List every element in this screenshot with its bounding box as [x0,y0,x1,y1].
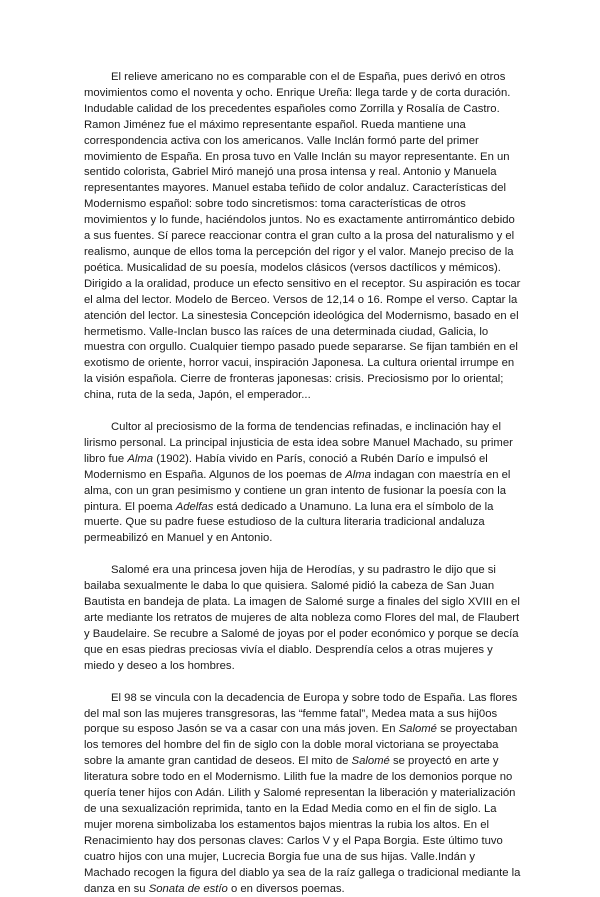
paragraph-text: Cultor al preciosismo de la forma de tendencias refinadas, e inclinación hay el lirismo personal. La principal injusticia de esta idea sobre Manuel Machado, su primer libro fue [84,421,513,465]
document-body [84,70,524,897]
paragraph-salome [84,563,524,674]
paragraph-decadencia [84,691,524,897]
paragraph-text: El relieve americano no es comparable con el de España, pues derivó en otros movimientos como el noventa y ocho. Enrique Ureña: llega tarde y de corta duración. Indudable calidad de los precedentes españoles como Zorrilla y Rosalía de Castro. Ramon Jiménez fue el máximo representante español. Rueda mantiene una correspondencia activa con los americanos. Valle Inclán formó parte del primer movimiento de España. En prosa tuvo en Valle Inclán su mayor representante. En un sentido colorista, Gabriel Miró manejó una prosa intensa y real. Antonio y Manuela representantes mayores. Manuel estaba teñido de color andaluz. Características del Modernismo español: sobre todo sincretismos: toma características de otros movimientos y lo funde, haciéndolos juntos. No es exactamente antirromántico debido a sus fuentes. Sí parece reaccionar contra el gran culto a la prosa del naturalismo y el realismo, aunque de ellos toma la percepción del rigor y el valor. Manejo preciso de la poética. Musicalidad de su poesía, modelos clásicos (versos dactílicos y mémicos). Dirigido a la oralidad, produce un efecto sensitivo en el receptor. Su aspiración es tocar el alma del lector. Modelo de Berceo. Versos de 12,14 o 16. Rompe el verso. Captar la atención del lector. La sinestesia Concepción ideológica del Modernismo, basado en el hermetismo. Valle-Inclan busco las raíces de una determinada ciudad, Galicia, lo muestra con orgullo. Cualquier tiempo pasado puede separarse. Se fijan también en el exotismo de oriente, horror vacui, inspiración Japonesa. La cultura oriental irrumpe en la visión española. Cierre de fronteras japonesas: crisis. Preciosismo por lo oriental; china, ruta de la seda, Japón, el emperador... [84,71,521,402]
book-title-alma: Alma [127,452,154,465]
paragraph-manuel-machado [84,420,524,547]
poem-title-adelfas: Adelfas [175,500,214,513]
work-title-salome: Salomé [398,723,437,736]
paragraph-text: o en diversos poemas. [227,882,345,895]
book-title-alma: Alma [345,468,371,481]
paragraph-text: está dedicado a Unamuno. La luna era el símbolo de la muerte. Que su padre fuese estudioso de la cultura literaria tradicional andaluza permeabilizó en Manuel y en Antonio. [84,500,494,545]
paragraph-text: Salomé era una princesa joven hija de Herodías, y su padrastro le dijo que si bailaba sexualmente le daba lo que quisiera. Salomé pidió la cabeza de San Juan Bautista en bandeja de plata. La imagen de Salomé surge a finales del siglo XVIII en el arte mediante los retratos de mujeres de alta nobleza como Flores del mal, de Flaubert y Baudelaire. Se recubre a Salomé de joyas por el poder económico y porque se decía que en esas piedras preciosas vivía el diablo. Desprendía celos a otras mujeres y miedo y deseo a los hombres. [84,564,520,672]
paragraph-text: (1902). Había vivido en París, conoció a Rubén Darío e impulsó el Modernismo en España. Algunos de los poemas de [84,452,488,481]
paragraph-text: se proyectaban los temores del hombre del fin de siglo con la doble moral victoriana se proyectaba sobre la amante gran cantidad de deseos. El mito de [84,723,518,768]
paragraph-text: se proyectó en arte y literatura sobre todo en el Modernismo. Lilith fue la madre de los demonios porque no quería tener hijos con Adán. Lilith y Salomé representan la liberación y materialización de una sexualización reprimida, tanto en la Edad Media como en el fin de siglo. La mujer morena simbolizaba los estamentos bajos mientras la rubia los altos. En el Renacimiento hay dos personas claves: Carlos V y el Papa Borgia. Este último tuvo cuatro hijos con una mujer, Lucrecia Borgia fue una de sus hijas. Valle.Indán y Machado recogen la figura del diablo ya sea de la raíz gallega o tradicional mediante la danza en su [84,755,521,895]
paragraph-text: El 98 se vincula con la decadencia de Europa y sobre todo de España. Las flores del mal son las mujeres transgresoras, las “femme fatal”, Medea mata a sus hij0os porque su esposo Jasón se va a casar con una más joven. En [84,691,518,736]
work-title-sonata-de-estio: Sonata de estío [148,882,228,895]
paragraph-text: indagan con maestría en el alma, con un gran pesimismo y contiene un gran intento de fusionar la poesía con la pintura. El poema [84,468,511,513]
paragraph-modernismo-espanol [84,70,524,404]
work-title-salome: Salomé [351,755,390,768]
